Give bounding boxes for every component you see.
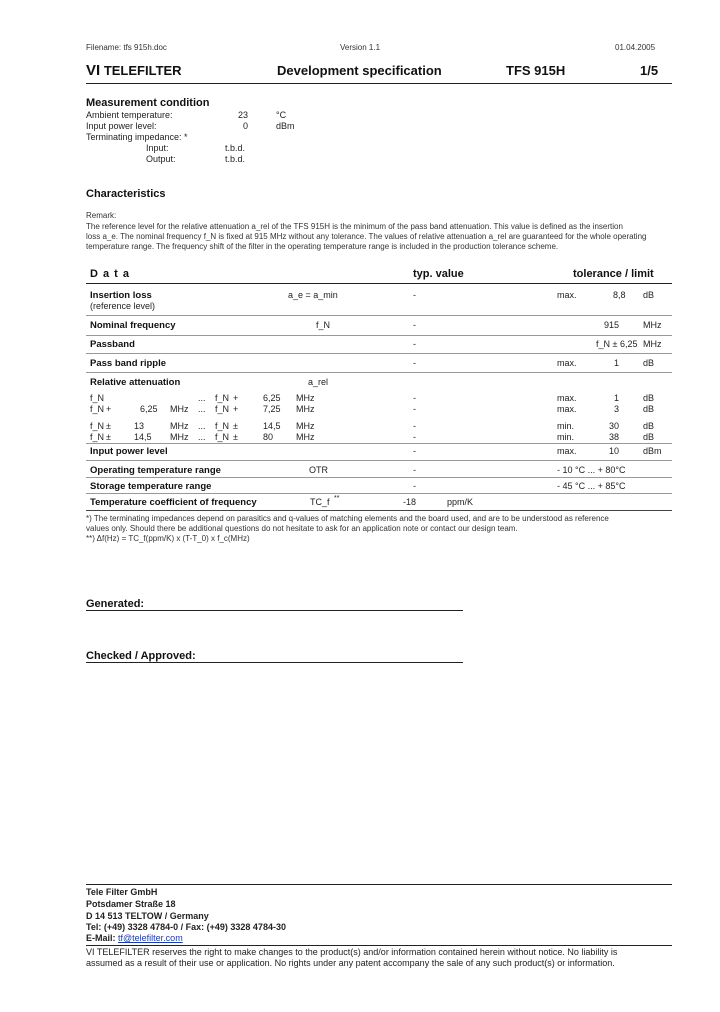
- att-row-fn2: f_N: [215, 393, 230, 403]
- att-row-unit2: MHz: [296, 432, 315, 442]
- insertion-loss-qual: max.: [557, 290, 577, 300]
- att-row-unit1: MHz: [170, 421, 189, 431]
- tc-frequency-unit: ppm/K: [447, 497, 474, 507]
- input-power-row-value: 10: [609, 446, 620, 456]
- version-label: Version 1.1: [340, 43, 381, 52]
- relative-attenuation-symbol: a_rel: [308, 377, 329, 387]
- att-row-dots: ...: [198, 404, 206, 414]
- col-data-header: D a t a: [90, 268, 131, 280]
- row-divider: [86, 493, 672, 494]
- att-row-typ: -: [413, 432, 416, 442]
- table-header-rule: [86, 283, 672, 284]
- ambient-temp-label: Ambient temperature:: [86, 110, 173, 120]
- footer-email-label: E-Mail:: [86, 933, 116, 943]
- header-rule: [86, 83, 672, 84]
- table-bottom-rule: [86, 510, 672, 511]
- att-row-typ: -: [413, 404, 416, 414]
- att-row-dots: ...: [198, 432, 206, 442]
- generated-signature-line: [86, 610, 463, 611]
- tc-frequency-label: Temperature coefficient of frequency: [90, 497, 257, 508]
- att-row-freq1: 14,5: [134, 432, 152, 442]
- tc-frequency-symbol: TC_f: [310, 497, 330, 507]
- insertion-loss-symbol: a_e = a_min: [288, 290, 338, 300]
- att-row-qual: min.: [557, 432, 575, 442]
- tc-frequency-value: -18: [403, 497, 417, 507]
- impedance-input-value: t.b.d.: [225, 143, 246, 153]
- nominal-frequency-symbol: f_N: [316, 320, 331, 330]
- att-row-value: 30: [609, 421, 620, 431]
- operating-temp-symbol: OTR: [309, 465, 328, 475]
- att-row-sign1: ±: [106, 432, 111, 442]
- operating-temp-typ: -: [413, 465, 416, 475]
- row-divider: [86, 335, 672, 336]
- remark-line-1: The reference level for the relative attenuation a_rel of the TFS 915H is the minimum of the pass band attenuation. This value is defined as the insertion: [86, 222, 623, 231]
- ripple-typ: -: [413, 358, 416, 368]
- remark-title: Remark:: [86, 211, 117, 220]
- ripple-unit: dB: [643, 358, 655, 368]
- att-row-freq1: 6,25: [140, 404, 158, 414]
- product-name: TFS 915H: [506, 63, 566, 78]
- att-row-fn2: f_N: [215, 404, 230, 414]
- insertion-loss-typ: -: [413, 290, 416, 300]
- input-power-label: Input power level:: [86, 121, 157, 131]
- relative-attenuation-label: Relative attenuation: [90, 377, 181, 388]
- row-divider: [86, 372, 672, 373]
- date-label: 01.04.2005: [615, 43, 656, 52]
- remark-line-2: loss a_e. The nominal frequency f_N is fixed at 915 MHz without any tolerance. The values of relative attenuation a_rel are guaranteed for the whole operating: [86, 232, 647, 241]
- input-power-row-unit: dBm: [643, 446, 662, 456]
- footer-tel: Tel: (+49) 3328 4784-0 / Fax: (+49) 3328 4784-30: [86, 922, 286, 932]
- checked-label: Checked / Approved:: [86, 650, 196, 662]
- nominal-frequency-label: Nominal frequency: [90, 320, 176, 331]
- checked-signature-line: [86, 662, 463, 663]
- nominal-frequency-typ: -: [413, 320, 416, 330]
- ambient-temp-value: 23: [238, 110, 249, 120]
- characteristics-title: Characteristics: [86, 188, 166, 200]
- impedance-input-label: Input:: [146, 143, 169, 153]
- att-row-fn2: f_N: [215, 432, 230, 442]
- att-row-unit2: MHz: [296, 404, 315, 414]
- att-row-freq2: 7,25: [263, 404, 281, 414]
- att-row-fn: f_N: [90, 393, 105, 403]
- att-row-qual: max.: [557, 393, 577, 403]
- measurement-title: Measurement condition: [86, 97, 210, 109]
- footer-company: Tele Filter GmbH: [86, 887, 158, 897]
- passband-label: Passband: [90, 339, 135, 350]
- footer-city: D 14 513 TELTOW / Germany: [86, 911, 209, 921]
- company-header: [86, 62, 182, 79]
- footnote-1: *) The terminating impedances depend on parasitics and q-values of matching elements and the board used, and are to be understood as reference: [86, 514, 609, 523]
- passband-typ: -: [413, 339, 416, 349]
- att-row-freq1: 13: [134, 421, 145, 431]
- att-row-freq2: 6,25: [263, 393, 281, 403]
- att-row-value: 1: [614, 393, 620, 403]
- att-row-fn2: f_N: [215, 421, 230, 431]
- col-typ-header: typ. value: [413, 268, 464, 280]
- input-power-row-label: Input power level: [90, 446, 168, 457]
- att-row-unit1: MHz: [170, 404, 189, 414]
- att-row-fn: f_N: [90, 404, 105, 414]
- att-row-sign1: +: [106, 404, 112, 414]
- row-divider: [86, 460, 672, 461]
- footer-email-link[interactable]: tf@telefilter.com: [118, 933, 183, 943]
- att-row-freq2: 14,5: [263, 421, 281, 431]
- storage-temp-label: Storage temperature range: [90, 481, 212, 492]
- att-row-sign2: ±: [233, 432, 238, 442]
- att-row-qual: max.: [557, 404, 577, 414]
- att-row-dots: ...: [198, 421, 206, 431]
- footnote-2: **) Δf(Hz) = TC_f(ppm/K) x (T-T_0) x f_c(MHz): [86, 534, 250, 543]
- insertion-loss-label: Insertion loss: [90, 290, 152, 301]
- passband-value: f_N ± 6,25: [596, 339, 638, 349]
- page-number: 1/5: [640, 63, 659, 78]
- storage-temp-typ: -: [413, 481, 416, 491]
- ambient-temp-unit: °C: [276, 110, 287, 120]
- att-row-unit: dB: [643, 404, 655, 414]
- att-row-unit1: MHz: [170, 432, 189, 442]
- company-name: TELEFILTER: [103, 63, 182, 78]
- att-row-sign2: +: [233, 404, 239, 414]
- att-row-freq2: 80: [263, 432, 274, 442]
- row-divider: [86, 315, 672, 316]
- att-row-unit: dB: [643, 432, 655, 442]
- document-title: Development specification: [277, 63, 442, 78]
- input-power-value: 0: [243, 121, 249, 131]
- att-row-unit: dB: [643, 421, 655, 431]
- att-row-qual: min.: [557, 421, 575, 431]
- generated-label: Generated:: [86, 598, 145, 610]
- att-row-dots: ...: [198, 393, 206, 403]
- att-row-unit: dB: [643, 393, 655, 403]
- impedance-output-value: t.b.d.: [225, 154, 246, 164]
- footer-disclaimer-2: assumed as a result of their use or application. No rights under any patent accompany the sale of any such product(s) or information.: [86, 958, 615, 968]
- filename-label: Filename: tfs 915h.doc: [86, 43, 167, 52]
- att-row-unit2: MHz: [296, 393, 315, 403]
- row-divider: [86, 353, 672, 354]
- operating-temp-value: - 10 °C ... + 80°C: [557, 465, 626, 475]
- footer-email-row: [86, 933, 183, 943]
- footer-top-rule: [86, 884, 672, 885]
- att-row-unit2: MHz: [296, 421, 315, 431]
- footer-bottom-rule: [86, 945, 672, 946]
- att-row-fn: f_N: [90, 421, 105, 431]
- row-divider: [86, 477, 672, 478]
- row-divider: [86, 443, 672, 444]
- tc-frequency-mark: **: [334, 495, 340, 502]
- nominal-frequency-unit: MHz: [643, 320, 662, 330]
- company-logo: VI: [86, 62, 101, 79]
- footer-disclaimer-1: VI TELEFILTER reserves the right to make changes to the product(s) and/or information contained herein without notice. No liability is: [86, 947, 618, 957]
- input-power-row-typ: -: [413, 446, 416, 456]
- storage-temp-value: - 45 °C ... + 85°C: [557, 481, 626, 491]
- insertion-loss-unit: dB: [643, 290, 655, 300]
- impedance-label: Terminating impedance: *: [86, 132, 188, 142]
- ripple-label: Pass band ripple: [90, 358, 167, 369]
- insertion-loss-sub: (reference level): [90, 301, 156, 311]
- remark-line-3: temperature range. The frequency shift of the filter in the operating temperature range is included in the production tolerance scheme.: [86, 242, 559, 251]
- insertion-loss-value: 8,8: [613, 290, 626, 300]
- att-row-value: 3: [614, 404, 620, 414]
- input-power-row-qual: max.: [557, 446, 577, 456]
- footer-street: Potsdamer Straße 18: [86, 899, 176, 909]
- input-power-unit: dBm: [276, 121, 295, 131]
- operating-temp-label: Operating temperature range: [90, 465, 221, 476]
- ripple-qual: max.: [557, 358, 577, 368]
- ripple-value: 1: [614, 358, 620, 368]
- att-row-sign2: +: [233, 393, 239, 403]
- footnote-1b: values only. Should there be additional questions do not hesitate to ask for an application note or contact our design team.: [86, 524, 518, 533]
- passband-unit: MHz: [643, 339, 662, 349]
- att-row-typ: -: [413, 421, 416, 431]
- att-row-sign2: ±: [233, 421, 238, 431]
- att-row-fn: f_N: [90, 432, 105, 442]
- att-row-sign1: ±: [106, 421, 111, 431]
- col-tolerance-header: tolerance / limit: [573, 268, 654, 280]
- att-row-value: 38: [609, 432, 620, 442]
- att-row-typ: -: [413, 393, 416, 403]
- nominal-frequency-value: 915: [604, 320, 620, 330]
- impedance-output-label: Output:: [146, 154, 176, 164]
